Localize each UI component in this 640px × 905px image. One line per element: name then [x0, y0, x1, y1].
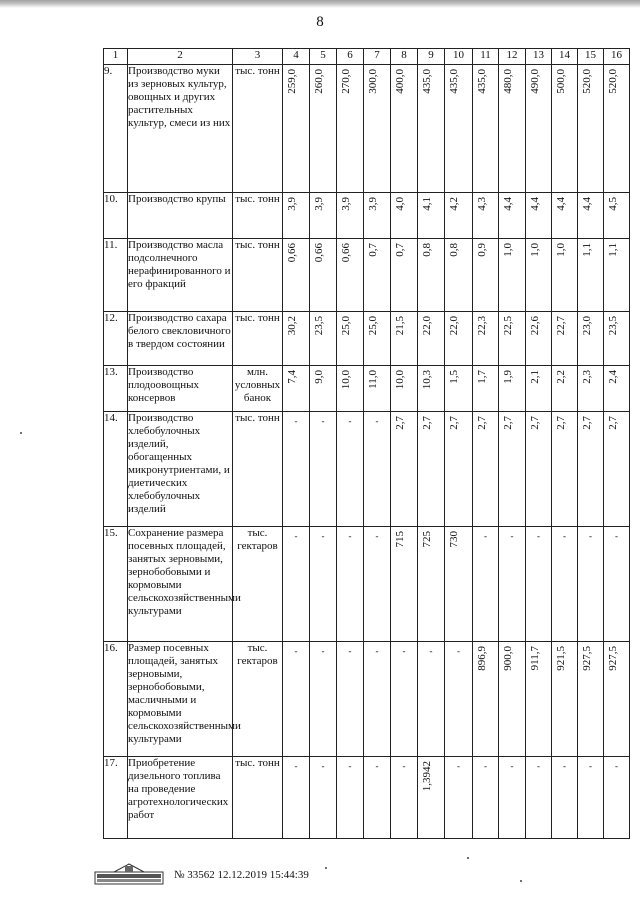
value-cell: [578, 527, 604, 642]
indicator-value: 300,0: [367, 69, 379, 94]
indicator-value: 480,0: [502, 69, 514, 94]
unit-of-measure: тыс. тонн: [233, 65, 283, 193]
value-cell: [283, 412, 310, 527]
value-cell: [364, 757, 391, 839]
value-cell: [418, 312, 445, 366]
unit-of-measure: тыс. гектаров: [233, 642, 283, 757]
empty-value-dash: -: [348, 761, 352, 771]
value-cell: [364, 312, 391, 366]
indicator-value: 1,3942: [421, 761, 433, 792]
empty-value-dash: -: [294, 531, 298, 541]
empty-value-dash: -: [510, 531, 514, 541]
value-cell: [578, 193, 604, 239]
row-number: 16.: [104, 642, 128, 757]
value-cell: [391, 193, 418, 239]
column-header: 12: [499, 49, 526, 65]
value-cell: [418, 239, 445, 312]
empty-value-dash: -: [321, 416, 325, 426]
indicator-value: 22,6: [529, 316, 541, 336]
value-cell: [283, 642, 310, 757]
value-cell: [418, 527, 445, 642]
value-cell: [526, 239, 552, 312]
value-cell: [310, 412, 337, 527]
indicator-value: 1,9: [502, 370, 514, 384]
value-cell: [499, 65, 526, 193]
value-cell: [578, 312, 604, 366]
indicator-value: 520,0: [581, 69, 593, 94]
value-cell: [283, 757, 310, 839]
value-cell: [391, 412, 418, 527]
indicator-value: 0,9: [476, 243, 488, 257]
value-cell: [310, 65, 337, 193]
value-cell: [499, 527, 526, 642]
value-cell: [499, 193, 526, 239]
table-row: [104, 366, 630, 412]
value-cell: [418, 642, 445, 757]
unit-of-measure: тыс. тонн: [233, 193, 283, 239]
indicator-value: 0,7: [367, 243, 379, 257]
value-cell: [364, 642, 391, 757]
value-cell: [552, 239, 578, 312]
column-header: 7: [364, 49, 391, 65]
indicator-value: 7,4: [286, 370, 298, 384]
indicator-value: 0,7: [394, 243, 406, 257]
indicator-value: 4,1: [421, 197, 433, 211]
indicator-value: 11,0: [367, 370, 379, 389]
indicator-value: 2,2: [555, 370, 567, 384]
indicator-value: 10,0: [394, 370, 406, 390]
indicator-value: 25,0: [367, 316, 379, 336]
seal-logo: [94, 862, 164, 886]
indicator-value: 0,66: [286, 243, 298, 263]
empty-value-dash: -: [294, 646, 298, 656]
value-cell: [310, 239, 337, 312]
value-cell: [445, 312, 473, 366]
empty-value-dash: -: [321, 531, 325, 541]
indicator-value: 10,0: [340, 370, 352, 390]
value-cell: [526, 312, 552, 366]
indicators-table: [103, 48, 630, 839]
table-row: [104, 757, 630, 839]
indicator-value: 30,2: [286, 316, 298, 336]
indicator-value: 2,1: [529, 370, 541, 384]
value-cell: [364, 65, 391, 193]
unit-of-measure: тыс. тонн: [233, 239, 283, 312]
reg-datetime: 12.12.2019 15:44:39: [217, 869, 309, 881]
reg-number: 33562: [187, 869, 215, 881]
value-cell: [337, 65, 364, 193]
indicator-name: Производство плодоовощных консервов: [128, 366, 233, 412]
value-cell: [418, 193, 445, 239]
value-cell: [552, 312, 578, 366]
scan-speck: [20, 432, 22, 434]
indicator-value: 1,5: [448, 370, 460, 384]
column-header: 16: [604, 49, 630, 65]
value-cell: [310, 757, 337, 839]
column-header: 11: [473, 49, 499, 65]
value-cell: [578, 239, 604, 312]
empty-value-dash: -: [294, 761, 298, 771]
table-row: [104, 412, 630, 527]
indicator-value: 3,9: [286, 197, 298, 211]
scan-speck: [467, 857, 469, 859]
value-cell: [337, 239, 364, 312]
indicator-value: 400,0: [394, 69, 406, 94]
indicator-value: 22,7: [555, 316, 567, 336]
empty-value-dash: -: [375, 531, 379, 541]
empty-value-dash: -: [563, 531, 566, 541]
indicator-value: 260,0: [313, 69, 325, 94]
indicator-value: 435,0: [421, 69, 433, 94]
indicator-value: 3,9: [340, 197, 352, 211]
indicator-value: 270,0: [340, 69, 352, 94]
value-cell: [552, 366, 578, 412]
value-cell: [473, 366, 499, 412]
empty-value-dash: -: [321, 761, 325, 771]
indicator-value: 2,7: [421, 416, 433, 430]
indicator-name: Размер посевных площадей, занятых зерновыми, зернобобовыми, масличными и кормовыми сельскохозяйственными культурами: [128, 642, 233, 757]
empty-value-dash: -: [510, 761, 514, 771]
value-cell: [526, 65, 552, 193]
row-number: 14.: [104, 412, 128, 527]
value-cell: [473, 642, 499, 757]
table-row: [104, 239, 630, 312]
indicator-value: 2,3: [581, 370, 593, 384]
column-header: 13: [526, 49, 552, 65]
value-cell: [337, 412, 364, 527]
value-cell: [418, 366, 445, 412]
value-cell: [604, 412, 630, 527]
value-cell: [499, 366, 526, 412]
page-number: 8: [316, 14, 324, 30]
value-cell: [526, 757, 552, 839]
column-header: 10: [445, 49, 473, 65]
scan-edge-shadow: [0, 0, 640, 8]
indicator-value: 4,4: [529, 197, 541, 211]
value-cell: [310, 312, 337, 366]
unit-of-measure: тыс. гектаров: [233, 527, 283, 642]
indicator-value: 2,7: [448, 416, 460, 430]
indicator-name: Производство крупы: [128, 193, 233, 239]
unit-of-measure: тыс. тонн: [233, 757, 283, 839]
value-cell: [526, 412, 552, 527]
value-cell: [499, 412, 526, 527]
indicator-value: 22,0: [448, 316, 460, 336]
indicator-value: 2,7: [581, 416, 593, 430]
empty-value-dash: -: [429, 646, 433, 656]
row-number: 17.: [104, 757, 128, 839]
indicator-value: 921,5: [555, 646, 567, 671]
row-number: 12.: [104, 312, 128, 366]
value-cell: [418, 412, 445, 527]
value-cell: [364, 527, 391, 642]
indicator-value: 22,5: [502, 316, 514, 336]
value-cell: [337, 366, 364, 412]
empty-value-dash: -: [537, 761, 540, 771]
value-cell: [283, 193, 310, 239]
value-cell: [445, 65, 473, 193]
indicator-value: 725: [421, 531, 433, 548]
empty-value-dash: -: [402, 646, 406, 656]
indicator-value: 2,7: [394, 416, 406, 430]
empty-value-dash: -: [484, 531, 487, 541]
indicator-value: 23,5: [313, 316, 325, 336]
table-row: [104, 527, 630, 642]
unit-of-measure: млн. условных банок: [233, 366, 283, 412]
reg-number-symbol: №: [174, 869, 185, 881]
empty-value-dash: -: [615, 761, 618, 771]
value-cell: [604, 642, 630, 757]
value-cell: [578, 757, 604, 839]
value-cell: [578, 642, 604, 757]
column-header: 1: [104, 49, 128, 65]
value-cell: [526, 527, 552, 642]
indicator-value: 4,0: [394, 197, 406, 211]
value-cell: [473, 412, 499, 527]
value-cell: [552, 65, 578, 193]
column-header: 8: [391, 49, 418, 65]
value-cell: [473, 757, 499, 839]
row-number: 15.: [104, 527, 128, 642]
empty-value-dash: -: [484, 761, 487, 771]
value-cell: [310, 527, 337, 642]
indicator-value: 2,7: [476, 416, 488, 430]
value-cell: [526, 642, 552, 757]
value-cell: [473, 527, 499, 642]
value-cell: [473, 65, 499, 193]
column-header: 3: [233, 49, 283, 65]
value-cell: [578, 412, 604, 527]
indicator-value: 1,0: [555, 243, 567, 257]
indicator-value: 500,0: [555, 69, 567, 94]
value-cell: [499, 239, 526, 312]
empty-value-dash: -: [615, 531, 618, 541]
value-cell: [391, 366, 418, 412]
value-cell: [552, 642, 578, 757]
value-cell: [552, 527, 578, 642]
column-header: 9: [418, 49, 445, 65]
column-header: 4: [283, 49, 310, 65]
indicator-value: 730: [448, 531, 460, 548]
indicator-value: 25,0: [340, 316, 352, 336]
empty-value-dash: -: [589, 761, 592, 771]
indicator-value: 22,0: [421, 316, 433, 336]
indicator-value: 490,0: [529, 69, 541, 94]
indicator-value: 4,4: [502, 197, 514, 211]
value-cell: [310, 366, 337, 412]
value-cell: [526, 366, 552, 412]
value-cell: [364, 239, 391, 312]
indicator-value: 10,3: [421, 370, 433, 390]
value-cell: [552, 193, 578, 239]
column-header: 5: [310, 49, 337, 65]
value-cell: [310, 193, 337, 239]
value-cell: [604, 239, 630, 312]
empty-value-dash: -: [375, 761, 379, 771]
value-cell: [445, 527, 473, 642]
value-cell: [337, 757, 364, 839]
value-cell: [499, 757, 526, 839]
value-cell: [604, 65, 630, 193]
indicator-name: Сохранение размера посевных площадей, занятых зерновыми, зернобобовыми и кормовыми сельскохозяйственными культурами: [128, 527, 233, 642]
indicator-value: 1,1: [581, 243, 593, 257]
indicator-value: 900,0: [502, 646, 514, 671]
indicator-value: 911,7: [529, 646, 541, 671]
indicator-value: 2,7: [555, 416, 567, 430]
scan-speck: [520, 880, 522, 882]
empty-value-dash: -: [563, 761, 566, 771]
column-header: 2: [128, 49, 233, 65]
indicator-value: 2,7: [502, 416, 514, 430]
indicator-value: 9,0: [313, 370, 325, 384]
empty-value-dash: -: [402, 761, 406, 771]
indicator-name: Приобретение дизельного топлива на проведение агротехнологических работ: [128, 757, 233, 839]
value-cell: [283, 366, 310, 412]
value-cell: [364, 366, 391, 412]
value-cell: [391, 312, 418, 366]
indicator-value: 896,9: [476, 646, 488, 671]
value-cell: [604, 527, 630, 642]
indicator-value: 715: [394, 531, 406, 548]
indicator-value: 2,7: [529, 416, 541, 430]
value-cell: [604, 366, 630, 412]
indicator-value: 1,1: [607, 243, 619, 257]
value-cell: [337, 527, 364, 642]
column-header: 6: [337, 49, 364, 65]
empty-value-dash: -: [348, 531, 352, 541]
indicator-value: 4,5: [607, 197, 619, 211]
indicator-value: 22,3: [476, 316, 488, 336]
value-cell: [391, 757, 418, 839]
empty-value-dash: -: [348, 646, 352, 656]
value-cell: [604, 193, 630, 239]
indicator-value: 1,0: [502, 243, 514, 257]
indicator-value: 2,4: [607, 370, 619, 384]
value-cell: [283, 527, 310, 642]
value-cell: [337, 312, 364, 366]
indicator-value: 0,8: [421, 243, 433, 257]
indicator-value: 435,0: [476, 69, 488, 94]
indicator-name: Производство масла подсолнечного нерафинированного и его фракций: [128, 239, 233, 312]
row-number: 10.: [104, 193, 128, 239]
indicator-value: 0,66: [313, 243, 325, 263]
value-cell: [473, 239, 499, 312]
value-cell: [283, 312, 310, 366]
indicator-value: 435,0: [448, 69, 460, 94]
indicator-value: 3,9: [367, 197, 379, 211]
indicator-value: 927,5: [581, 646, 593, 671]
empty-value-dash: -: [375, 646, 379, 656]
indicator-value: 0,66: [340, 243, 352, 263]
table-row: [104, 65, 630, 193]
empty-value-dash: -: [457, 646, 460, 656]
value-cell: [445, 193, 473, 239]
scan-speck: [325, 867, 327, 869]
value-cell: [552, 412, 578, 527]
indicator-value: 2,7: [607, 416, 619, 430]
indicator-name: Производство муки из зерновых культур, овощных и других растительных культур, смеси из них: [128, 65, 233, 193]
value-cell: [391, 642, 418, 757]
indicator-value: 4,4: [581, 197, 593, 211]
empty-value-dash: -: [348, 416, 352, 426]
value-cell: [578, 65, 604, 193]
value-cell: [578, 366, 604, 412]
value-cell: [391, 65, 418, 193]
value-cell: [391, 239, 418, 312]
empty-value-dash: -: [537, 531, 540, 541]
value-cell: [473, 193, 499, 239]
empty-value-dash: -: [294, 416, 298, 426]
empty-value-dash: -: [321, 646, 325, 656]
table-header-row: [104, 49, 630, 65]
value-cell: [473, 312, 499, 366]
indicator-value: 23,5: [607, 316, 619, 336]
unit-of-measure: тыс. тонн: [233, 312, 283, 366]
value-cell: [391, 527, 418, 642]
value-cell: [337, 193, 364, 239]
value-cell: [445, 366, 473, 412]
table-row: [104, 642, 630, 757]
row-number: 11.: [104, 239, 128, 312]
indicator-name: Производство сахара белого свекловичного в твердом состоянии: [128, 312, 233, 366]
row-number: 9.: [104, 65, 128, 193]
indicator-value: 3,9: [313, 197, 325, 211]
empty-value-dash: -: [457, 761, 460, 771]
indicator-value: 520,0: [607, 69, 619, 94]
indicator-value: 21,5: [394, 316, 406, 336]
table-row: [104, 193, 630, 239]
value-cell: [310, 642, 337, 757]
value-cell: [445, 757, 473, 839]
registration-line: [174, 869, 309, 881]
value-cell: [499, 642, 526, 757]
value-cell: [604, 312, 630, 366]
indicator-value: 1,7: [476, 370, 488, 384]
value-cell: [552, 757, 578, 839]
unit-of-measure: тыс. тонн: [233, 412, 283, 527]
value-cell: [604, 757, 630, 839]
column-header: 14: [552, 49, 578, 65]
row-number: 13.: [104, 366, 128, 412]
indicator-name: Производство хлебобулочных изделий, обогащенных микронутриентами, и диетических хлебобулочных изделий: [128, 412, 233, 527]
value-cell: [337, 642, 364, 757]
empty-value-dash: -: [589, 531, 592, 541]
value-cell: [445, 239, 473, 312]
indicator-value: 0,8: [448, 243, 460, 257]
value-cell: [445, 642, 473, 757]
value-cell: [418, 757, 445, 839]
value-cell: [499, 312, 526, 366]
indicator-value: 1,0: [529, 243, 541, 257]
value-cell: [364, 412, 391, 527]
value-cell: [364, 193, 391, 239]
indicator-value: 4,2: [448, 197, 460, 211]
empty-value-dash: -: [375, 416, 379, 426]
table-row: [104, 312, 630, 366]
indicator-value: 927,5: [607, 646, 619, 671]
value-cell: [418, 65, 445, 193]
indicator-value: 4,4: [555, 197, 567, 211]
indicator-value: 23,0: [581, 316, 593, 336]
indicator-value: 259,0: [286, 69, 298, 94]
column-header: 15: [578, 49, 604, 65]
value-cell: [526, 193, 552, 239]
indicator-value: 4,3: [476, 197, 488, 211]
value-cell: [283, 239, 310, 312]
value-cell: [283, 65, 310, 193]
value-cell: [445, 412, 473, 527]
